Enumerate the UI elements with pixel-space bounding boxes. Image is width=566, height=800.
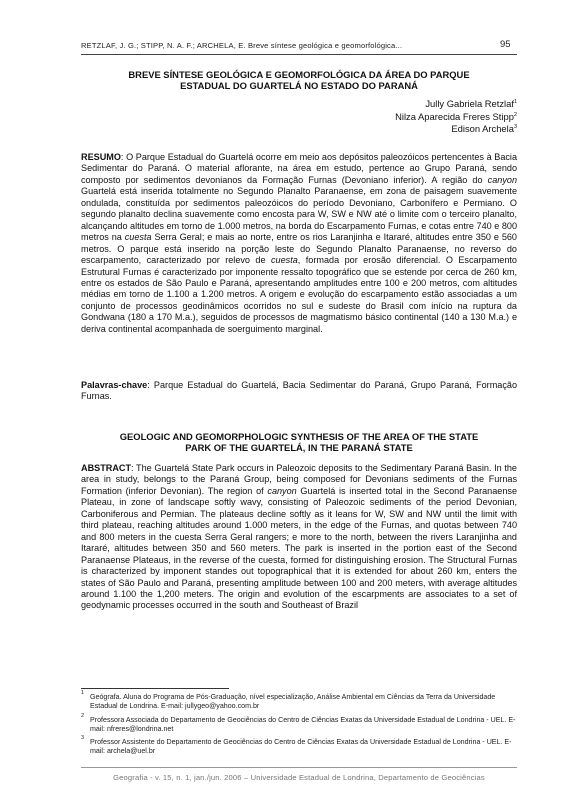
resumo-paragraph: RESUMO: O Parque Estadual do Guartelá ocorre em meio aos depósitos paleozóicos pertencentes à Bacia Sedimentar do Paraná. O material aflorante, na área em estudo, pertence ao Grupo Paraná, sendo composto por sedimentos devonianos da Formação Furnas (Devoniano inferior). A região do canyon Guartelá está inserida totalmente no Segundo Planalto Paranaense, em zona de paisagem suavemente ondulada, constituída por sedimentos paleozóicos do período Devoniano, Carbonífero e Permiano. O segundo planalto declina suavemente como encosta para W, SW e NW até o limite com o terceiro planalto, alcançando altitudes em torno de 1.000 metros, na borda do Escarpamento Furnas, e cotas entre 740 e 800 metros na cuesta Serra Geral; e mais ao norte, entre os rios Laranjinha e Itararé, altitudes entre 350 e 560 metros. O parque está inserido na porção leste do Segundo Planalto Paranaense, no reverso do escarpamento, caracterizado por relevo de cuesta, formada por erosão diferencial. O Escarpamento Estrutural Furnas é caracterizado por imponente ressalto topográfico que se estende por cerca de 260 km, entre os estados de São Paulo e Paraná, apresentando amplitudes entre 100 e 200 metros, com altitudes médias em torno de 1.100 a 1.200 metros. A origem e evolução do escarpamento estão associadas a um conjunto de processos geodinâmicos ocorridos no sul e sudeste do Brasil com início na ruptura da Gondwana (180 a 170 M.a.), seguidos de processos de magmatismo básico continental (140 a 130 M.a.) e deriva continental acompanhada de soerguimento marginal.	[81, 152, 517, 334]
running-header: RETZLAF, J. G.; STIPP, N. A. F.; ARCHELA, E. Breve síntese geológica e geomorfológica...	[81, 41, 403, 50]
footer-rule	[81, 767, 517, 768]
journal-footer: Geografia - v. 15, n. 1, jan./jun. 2006 – Universidade Estadual de Londrina, Departamento de Geociências	[113, 773, 485, 782]
footnote-1: 1 Geógrafa. Aluna do Programa de Pós-Graduação, nível especialização, Análise Ambiental em Ciências da Terra da Universidade Estadual de Londrina. E-mail: jullygeo@yahoo.com.br	[81, 693, 517, 711]
author-2: Nilza Aparecida Freres Stipp$^2$	[395, 110, 517, 122]
abstract-label: ABSTRACT	[81, 463, 132, 473]
page-number: 95	[500, 39, 511, 50]
author-3-footnote-mark: 3	[513, 123, 517, 130]
author-2-footnote-mark: 2	[513, 111, 517, 118]
footnote-3: 3 Professor Assistente do Departamento de Geociências do Centro de Ciências Exatas da Universidade Estadual de Londrina - UEL. E-mail: archela@uel.br	[81, 738, 517, 756]
title-pt-line-1: BREVE SÍNTESE GEOLÓGICA E GEOMORFOLÓGICA DA ÁREA DO PARQUE	[128, 69, 470, 80]
title-en-line-1: GEOLOGIC AND GEOMORPHOLOGIC SYNTHESIS OF THE AREA OF THE STATE	[119, 431, 479, 442]
author-list	[395, 98, 517, 136]
author-1: Jully Gabriela Retzlaf$^1$	[425, 98, 517, 109]
keywords-label: Palavras-chave	[81, 380, 148, 390]
title-english	[81, 431, 517, 454]
footnote-rule	[81, 688, 229, 689]
footnote-2: 2 Professora Associada do Departamento de Geociências do Centro de Ciências Exatas da Universidade Estadual de Londrina - UEL. E-mail: nfreres@londrina.net	[81, 713, 516, 733]
title-en-line-2: PARK OF THE GUARTELÁ, IN THE PARANÁ STATE	[185, 442, 413, 454]
resumo-label: RESUMO	[81, 152, 121, 162]
author-1-footnote-mark: 1	[513, 98, 517, 105]
title-pt-line-2: ESTADUAL DO GUARTELÁ NO ESTADO DO PARANÁ	[180, 80, 418, 92]
abstract-paragraph: ABSTRACT: The Guartelá State Park occurs in Paleozoic deposits to the Sedimentary Paraná Basin. In the area in study, belongs to the Paraná Group, being composed for Devonians sediments of the Furnas Formation (inferior Devonian). The region of canyon Guartelá is inserted total in the Second Paranaense Plateau, in zone of landscape softly wavy, consisting of Paleozoic sediments of the period Devonian, Carboniferous and Permian. The plateaus decline softly as it leans for W, SW and NW until the limit with third plateau, reaching altitudes around 1.000 meters, in the edge of the Furnas, and quotas between 740 and 800 meters in the cuesta Serra Geral rangers; e more to the north, between the rivers Laranjinha and Itararé, altitudes between 350 and 560 meters. The park is inserted in the portion east of the Second Paranaense Plateaus, in the reverse of the cuesta, formed for distinguishing erosion. The Structural Furnas is characterized by imponent standes out topographical that it is extended for about 260 km, enters the states of São Paulo and Paraná, presenting amplitude between 100 and 200 meters, with average altitudes around 1.100 the 1,200 meters. The origin and evolution of the escarpments are associates to a set of geodynamic processes occurred in the south and Southeast of Brazil	[81, 463, 518, 611]
keywords-paragraph: Palavras-chave: Parque Estadual do Guartelá, Bacia Sedimentar do Paraná, Grupo Paraná, Formação Furnas.	[81, 380, 517, 402]
title-portuguese	[81, 69, 517, 92]
header-rule	[81, 54, 517, 55]
author-3: Edison Archela$^3$	[451, 123, 517, 134]
footnote-1-text: Geógrafa. Aluna do Programa de Pós-Graduação, nível especialização, Análise Ambiental em Ciências da Terra da Universidade Estadual de Londrina. E-mail: jullygeo@yahoo.com.br	[90, 693, 496, 710]
footnote-3-text: Professor Assistente do Departamento de Geociências do Centro de Ciências Exatas da Universidade Estadual de Londrina - UEL. E-mail: archela@uel.br	[90, 738, 512, 755]
footnote-2-text: Professora Associada do Departamento de Geociências do Centro de Ciências Exatas da Universidade Estadual de Londrina - UEL. E-mail: nfreres@londrina.net	[90, 716, 516, 733]
